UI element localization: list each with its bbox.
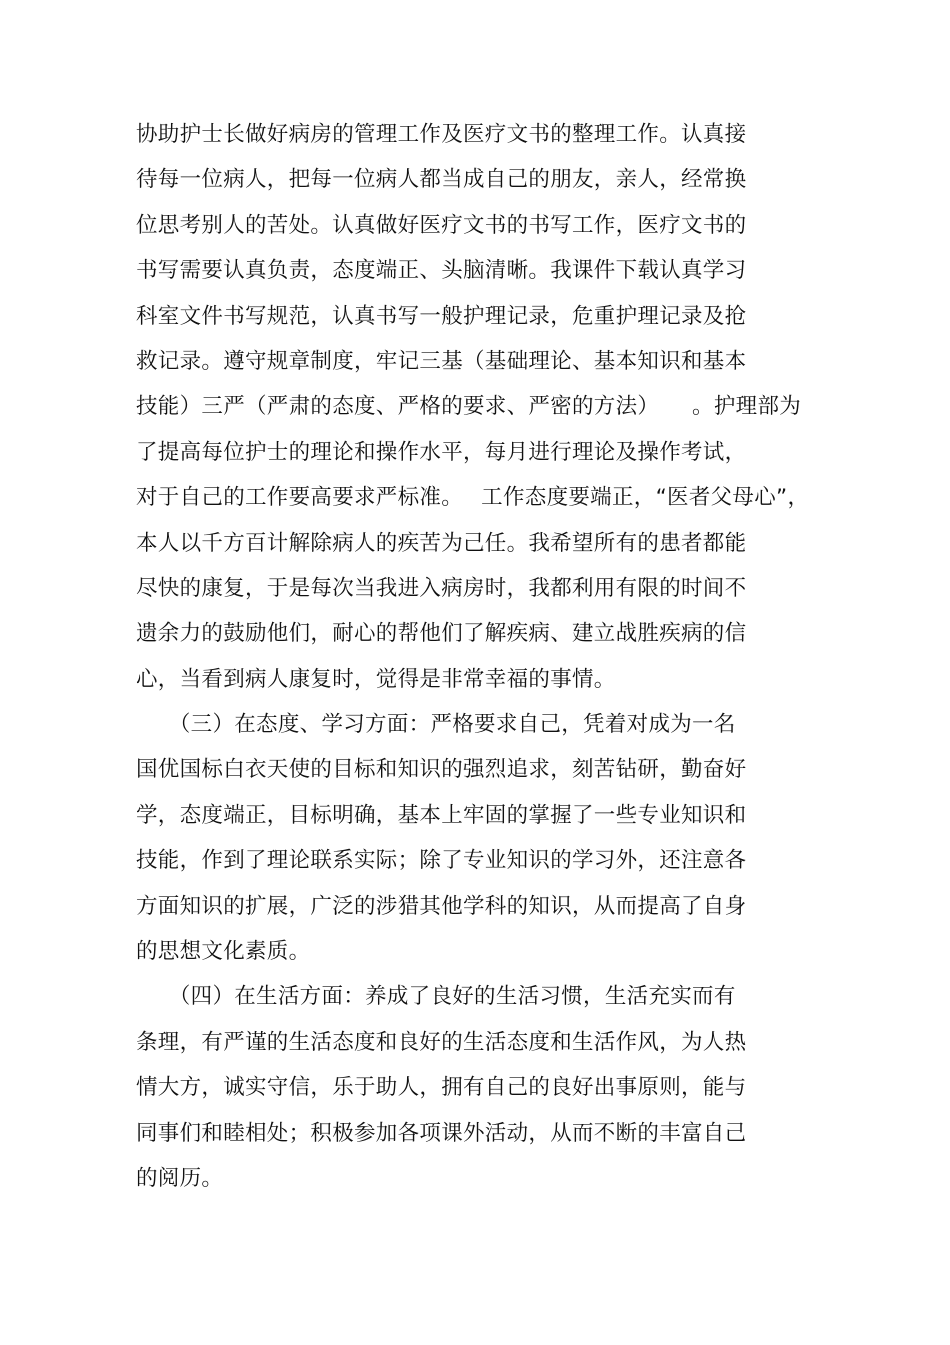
text-line: （三）在态度、学习方面：严格要求自己，凭着对成为一名 — [136, 712, 736, 738]
text-line: 技能，作到了理论联系实际；除了专业知识的学习外，还注意各 — [136, 848, 747, 874]
text-line: 技能）三严（严肃的态度、严格的要求、严密的方法） 。护理部为 — [136, 394, 802, 420]
text-line: 同事们和睦相处；积极参加各项课外活动，从而不断的丰富自己 — [136, 1120, 747, 1146]
text-line: 书写需要认真负责，态度端正、头脑清晰。我课件下载认真学习 — [136, 258, 747, 284]
text-line: 对于自己的工作要高要求严标准。 工作态度要端正，“医者父母心”， — [136, 485, 810, 511]
text-line: 救记录。遵守规章制度，牢记三基（基础理论、基本知识和基本 — [136, 348, 747, 374]
text-line: 的思想文化素质。 — [136, 939, 311, 965]
text-line: 的阅历。 — [136, 1165, 224, 1191]
text-line: 国优国标白衣天使的目标和知识的强烈追求，刻苦钻研，勤奋好 — [136, 757, 747, 783]
text-line: 方面知识的扩展，广泛的涉猎其他学科的知识，从而提高了自身 — [136, 893, 747, 919]
text-line: 待每一位病人，把每一位病人都当成自己的朋友，亲人，经常换 — [136, 167, 747, 193]
text-line: 学，态度端正，目标明确，基本上牢固的掌握了一些专业知识和 — [136, 802, 747, 828]
document-body — [136, 112, 856, 1201]
text-line: 了提高每位护士的理论和操作水平，每月进行理论及操作考试， — [136, 439, 747, 465]
text-line: 本人以千方百计解除病人的疾苦为己任。我希望所有的患者都能 — [136, 530, 747, 556]
text-line: 尽快的康复，于是每次当我进入病房时，我都利用有限的时间不 — [136, 575, 747, 601]
text-line: 心，当看到病人康复时，觉得是非常幸福的事情。 — [136, 666, 616, 692]
text-line: 情大方，诚实守信，乐于助人，拥有自己的良好出事原则，能与 — [136, 1075, 747, 1101]
text-line: 位思考别人的苦处。认真做好医疗文书的书写工作，医疗文书的 — [136, 212, 747, 238]
text-line: 科室文件书写规范，认真书写一般护理记录，危重护理记录及抢 — [136, 303, 747, 329]
text-line: 遗余力的鼓励他们，耐心的帮他们了解疾病、建立战胜疾病的信 — [136, 621, 747, 647]
text-line: 协助护士长做好病房的管理工作及医疗文书的整理工作。认真接 — [136, 122, 747, 147]
text-line: （四）在生活方面：养成了良好的生活习惯，生活充实而有 — [136, 984, 736, 1010]
text-line: 条理，有严谨的生活态度和良好的生活态度和生活作风，为人热 — [136, 1029, 747, 1055]
